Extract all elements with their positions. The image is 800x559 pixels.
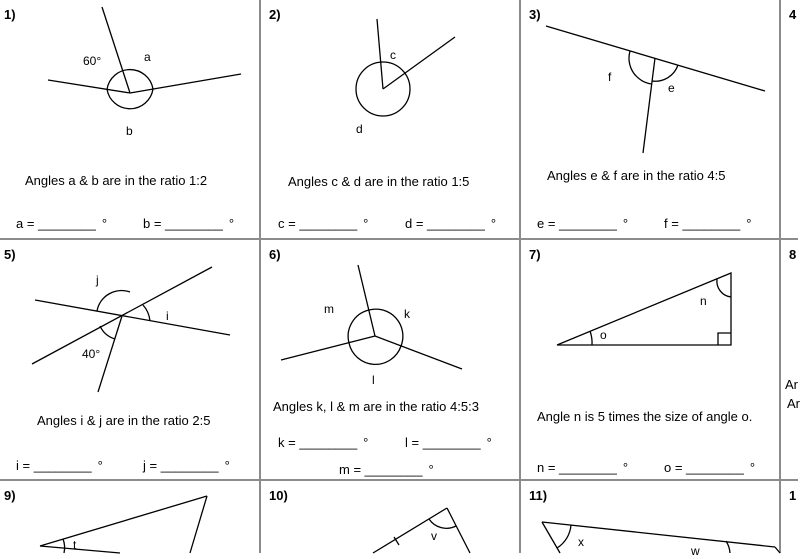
q9-side-1 (40, 496, 207, 546)
q9-side-3 (190, 496, 207, 553)
answer-k: k = ________ ° (278, 435, 369, 450)
q1-arc-top (107, 70, 153, 90)
question-number: 6) (269, 247, 281, 262)
answer-blank[interactable]: ________ (682, 216, 741, 231)
q11-arc-w (726, 541, 730, 553)
angle-label-t: t (73, 538, 77, 552)
q3-diagram (546, 26, 765, 153)
q5-diagram (32, 267, 230, 392)
question-statement: Angle n is 5 times the size of angle o. (537, 409, 753, 424)
question-number: 4 (789, 7, 797, 22)
angle-given-label: 60° (83, 54, 102, 68)
question-number: 7) (529, 247, 541, 262)
q2-diagram (356, 19, 455, 116)
q10-arc-v (429, 519, 456, 528)
angle-label-o: o (600, 328, 607, 342)
answer-blank[interactable]: ________ (686, 460, 744, 475)
q6-line-up (358, 265, 375, 336)
question-number: 11) (529, 488, 548, 503)
angle-given-label: 40° (82, 347, 101, 361)
q7-arc-n (717, 279, 731, 297)
q5-arc-40 (100, 326, 115, 339)
question-statement: Angles c & d are in the ratio 1:5 (288, 174, 470, 189)
answer-blank[interactable]: ________ (38, 216, 96, 231)
angle-label-v: v (431, 529, 437, 543)
angle-label-j: j (96, 273, 99, 287)
question-number: 1) (4, 7, 16, 22)
answer-blank[interactable]: ________ (33, 458, 92, 473)
answer-i: i = ________ ° (16, 458, 103, 473)
question-statement: Angles e & f are in the ratio 4:5 (547, 168, 726, 183)
q3-line-down (643, 58, 655, 153)
question-statement: Angles i & j are in the ratio 2:5 (37, 413, 211, 428)
q2-line-2 (383, 37, 455, 89)
partial-text: Ar (785, 377, 798, 392)
answer-e: e = ________ ° (537, 216, 629, 231)
q11-side-1 (542, 522, 775, 547)
q6-diagram (281, 265, 462, 369)
q7-arc-o (590, 331, 592, 345)
answer-d: d = ________ ° (405, 216, 497, 231)
question-number: 3) (529, 7, 541, 22)
answer-a: a = ________ ° (16, 216, 108, 231)
answer-blank[interactable]: ________ (160, 458, 219, 473)
question-statement: Angles a & b are in the ratio 1:2 (25, 173, 208, 188)
q7-right-angle (718, 333, 731, 345)
angle-label-m: m (324, 302, 334, 316)
answer-blank[interactable]: ________ (299, 216, 358, 231)
q6-arc-l (349, 343, 401, 364)
q10-diagram (373, 508, 470, 553)
q6-line-right (375, 336, 462, 369)
answer-blank[interactable]: ________ (559, 460, 617, 475)
answer-blank[interactable]: ________ (364, 462, 423, 477)
q3-arc-e (652, 65, 678, 81)
q7-triangle (557, 273, 731, 345)
answer-c: c = ________ ° (278, 216, 369, 231)
q10-side-2 (447, 508, 470, 553)
answer-blank[interactable]: ________ (299, 435, 358, 450)
answer-blank[interactable]: ________ (165, 216, 223, 231)
angle-label-w: w (691, 544, 700, 558)
answer-f: f = ________ ° (664, 216, 752, 231)
angle-label-e: e (668, 81, 675, 95)
angle-label-d: d (356, 122, 363, 136)
angle-label-a: a (144, 50, 151, 64)
question-number: 10) (269, 488, 288, 503)
q2-line-1 (377, 19, 383, 89)
angle-label-n: n (700, 294, 707, 308)
question-statement: Angles k, l & m are in the ratio 4:5:3 (273, 399, 479, 414)
answer-blank[interactable]: ________ (422, 435, 481, 450)
answer-o: o = ________ ° (664, 460, 756, 475)
q5-arc-i (143, 305, 150, 321)
q11-arc-x (557, 525, 571, 548)
q1-line-left (48, 80, 130, 93)
answer-n: n = ________ ° (537, 460, 629, 475)
question-number: 9) (4, 488, 16, 503)
q5-line-2 (32, 267, 212, 364)
q6-line-left (281, 336, 375, 360)
answer-b: b = ________ ° (143, 216, 235, 231)
q1-line-up (102, 7, 130, 93)
angle-label-c: c (390, 48, 396, 62)
question-number: 8 (789, 247, 797, 262)
q5-line-3 (98, 316, 122, 392)
q7-diagram (557, 273, 731, 345)
angle-label-f: f (608, 70, 612, 84)
answer-blank[interactable]: ________ (427, 216, 485, 231)
q9-arc-t (63, 539, 65, 553)
question-number: 5) (4, 247, 16, 262)
angle-label-i: i (166, 309, 169, 323)
angle-label-l: l (372, 373, 375, 387)
q11-side-3 (775, 547, 780, 553)
q9-diagram (40, 496, 207, 553)
answer-l: l = ________ ° (405, 435, 492, 450)
answer-j: j = ________ ° (143, 458, 230, 473)
angle-label-k: k (404, 307, 410, 321)
question-number: 2) (269, 7, 281, 22)
answer-blank[interactable]: ________ (559, 216, 617, 231)
angle-label-x: x (578, 535, 584, 549)
q5-arc-j (97, 291, 130, 311)
angle-label-b: b (126, 124, 133, 138)
question-number: 1 (789, 488, 797, 503)
q5-line-1 (35, 300, 230, 335)
q9-side-2 (40, 546, 120, 553)
answer-m: m = ________ ° (339, 462, 434, 477)
partial-text: Ar (787, 396, 800, 411)
